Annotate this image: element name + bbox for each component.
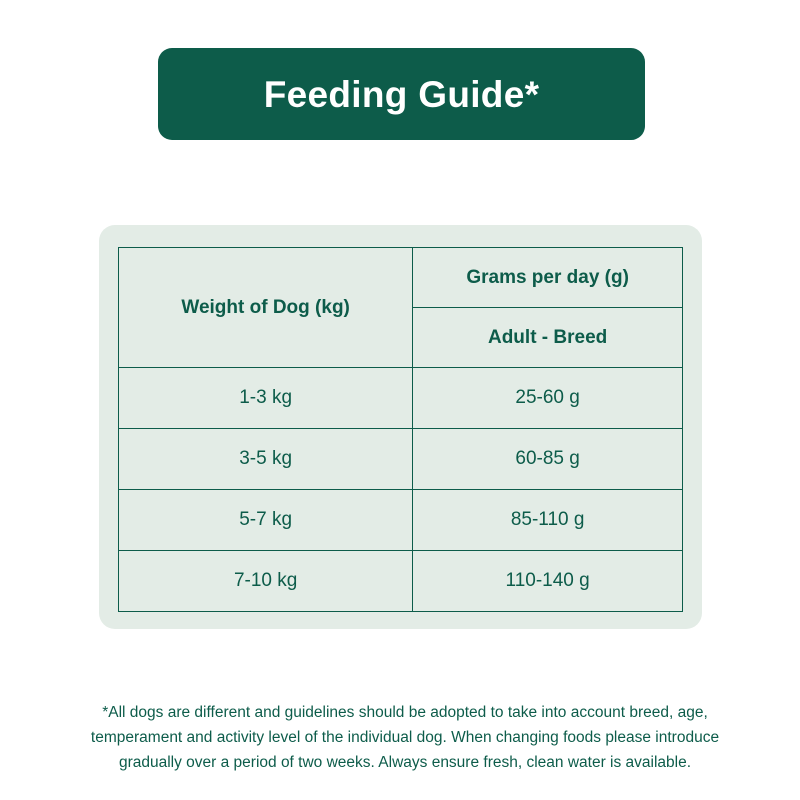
header-grams-per-day: Grams per day (g) (413, 248, 683, 308)
cell-grams: 85-110 g (413, 490, 683, 551)
table-header-row-top (119, 248, 683, 308)
feeding-table (118, 247, 683, 612)
page-title: Feeding Guide* (263, 73, 540, 115)
cell-weight: 5-7 kg (119, 490, 413, 551)
cell-weight: 3-5 kg (119, 429, 413, 490)
header-adult-breed: Adult - Breed (413, 308, 683, 368)
feeding-guide-banner (158, 48, 645, 140)
cell-grams: 25-60 g (413, 368, 683, 429)
cell-weight: 7-10 kg (119, 551, 413, 612)
table-row (119, 551, 683, 612)
cell-weight: 1-3 kg (119, 368, 413, 429)
cell-grams: 60-85 g (413, 429, 683, 490)
table-row (119, 490, 683, 551)
cell-grams: 110-140 g (413, 551, 683, 612)
table-row (119, 368, 683, 429)
footnote-text: *All dogs are different and guidelines should be adopted to take into account breed, age, temperament and activity level of the individual dog. When changing foods please introduce gradually over a period of two weeks. Always ensure fresh, clean water is available. (90, 704, 720, 772)
header-weight-of-dog: Weight of Dog (kg) (119, 248, 413, 368)
feeding-table-card (99, 225, 702, 629)
table-row (119, 429, 683, 490)
